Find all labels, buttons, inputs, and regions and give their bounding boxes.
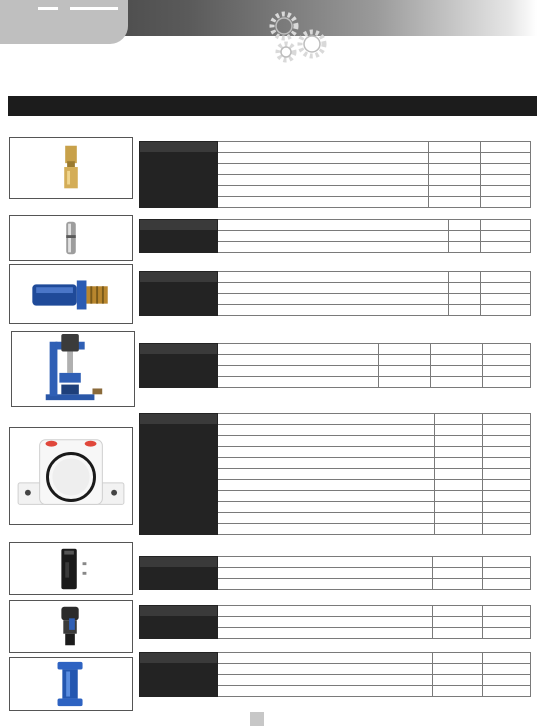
ball-vibrator-image	[10, 601, 132, 652]
table-row	[140, 294, 531, 305]
table-row	[140, 606, 531, 617]
table-row	[140, 186, 531, 197]
turbine-vibrator-image	[10, 428, 132, 524]
table-row	[140, 414, 531, 425]
table-row	[140, 502, 531, 513]
table-row	[140, 164, 531, 175]
page-number-tab	[250, 712, 264, 726]
table-row	[140, 458, 531, 469]
table-row	[140, 231, 531, 242]
spec-table	[139, 556, 531, 590]
product-image-frame	[11, 331, 135, 407]
table-row	[140, 175, 531, 186]
table-row	[140, 447, 531, 458]
quick-coupler-image	[10, 265, 132, 323]
air-knocker-image	[10, 658, 132, 710]
table-row	[140, 220, 531, 231]
table-row	[140, 355, 531, 366]
table-row	[140, 469, 531, 480]
table-row	[140, 568, 531, 579]
table-row	[140, 653, 531, 664]
table-row	[140, 344, 531, 355]
spec-table	[139, 271, 531, 316]
gears-icon	[266, 8, 338, 68]
table-row	[140, 628, 531, 639]
table-row	[140, 513, 531, 524]
table-row	[140, 305, 531, 316]
table-row	[140, 283, 531, 294]
spec-table	[139, 605, 531, 639]
tab-stripe	[38, 7, 58, 10]
table-row	[140, 242, 531, 253]
product-image-frame	[9, 657, 133, 711]
tab-stripe	[70, 7, 118, 10]
table-row	[140, 557, 531, 568]
silencer-cylinder-image	[10, 216, 132, 260]
product-image-frame	[9, 542, 133, 595]
spec-table	[139, 343, 531, 388]
table-row	[140, 425, 531, 436]
spec-table	[139, 219, 531, 253]
product-image-frame	[9, 600, 133, 653]
spec-table	[139, 141, 531, 208]
piston-vibrator-image	[10, 543, 132, 594]
table-row	[140, 491, 531, 502]
table-row	[140, 664, 531, 675]
table-row	[140, 480, 531, 491]
spec-table	[139, 652, 531, 697]
table-row	[140, 142, 531, 153]
table-row	[140, 377, 531, 388]
header-tab	[0, 0, 128, 44]
product-image-frame	[9, 427, 133, 525]
spec-table	[139, 413, 531, 535]
table-row	[140, 524, 531, 535]
table-row	[140, 153, 531, 164]
table-row	[140, 272, 531, 283]
section-band	[8, 96, 537, 116]
table-row	[140, 436, 531, 447]
table-row	[140, 197, 531, 208]
brass-fitting-image	[10, 138, 132, 198]
table-row	[140, 579, 531, 590]
product-image-frame	[9, 264, 133, 324]
press-machine-image	[12, 332, 134, 406]
table-row	[140, 366, 531, 377]
product-image-frame	[9, 137, 133, 199]
table-row	[140, 617, 531, 628]
table-row	[140, 675, 531, 686]
product-image-frame	[9, 215, 133, 261]
table-row	[140, 686, 531, 697]
